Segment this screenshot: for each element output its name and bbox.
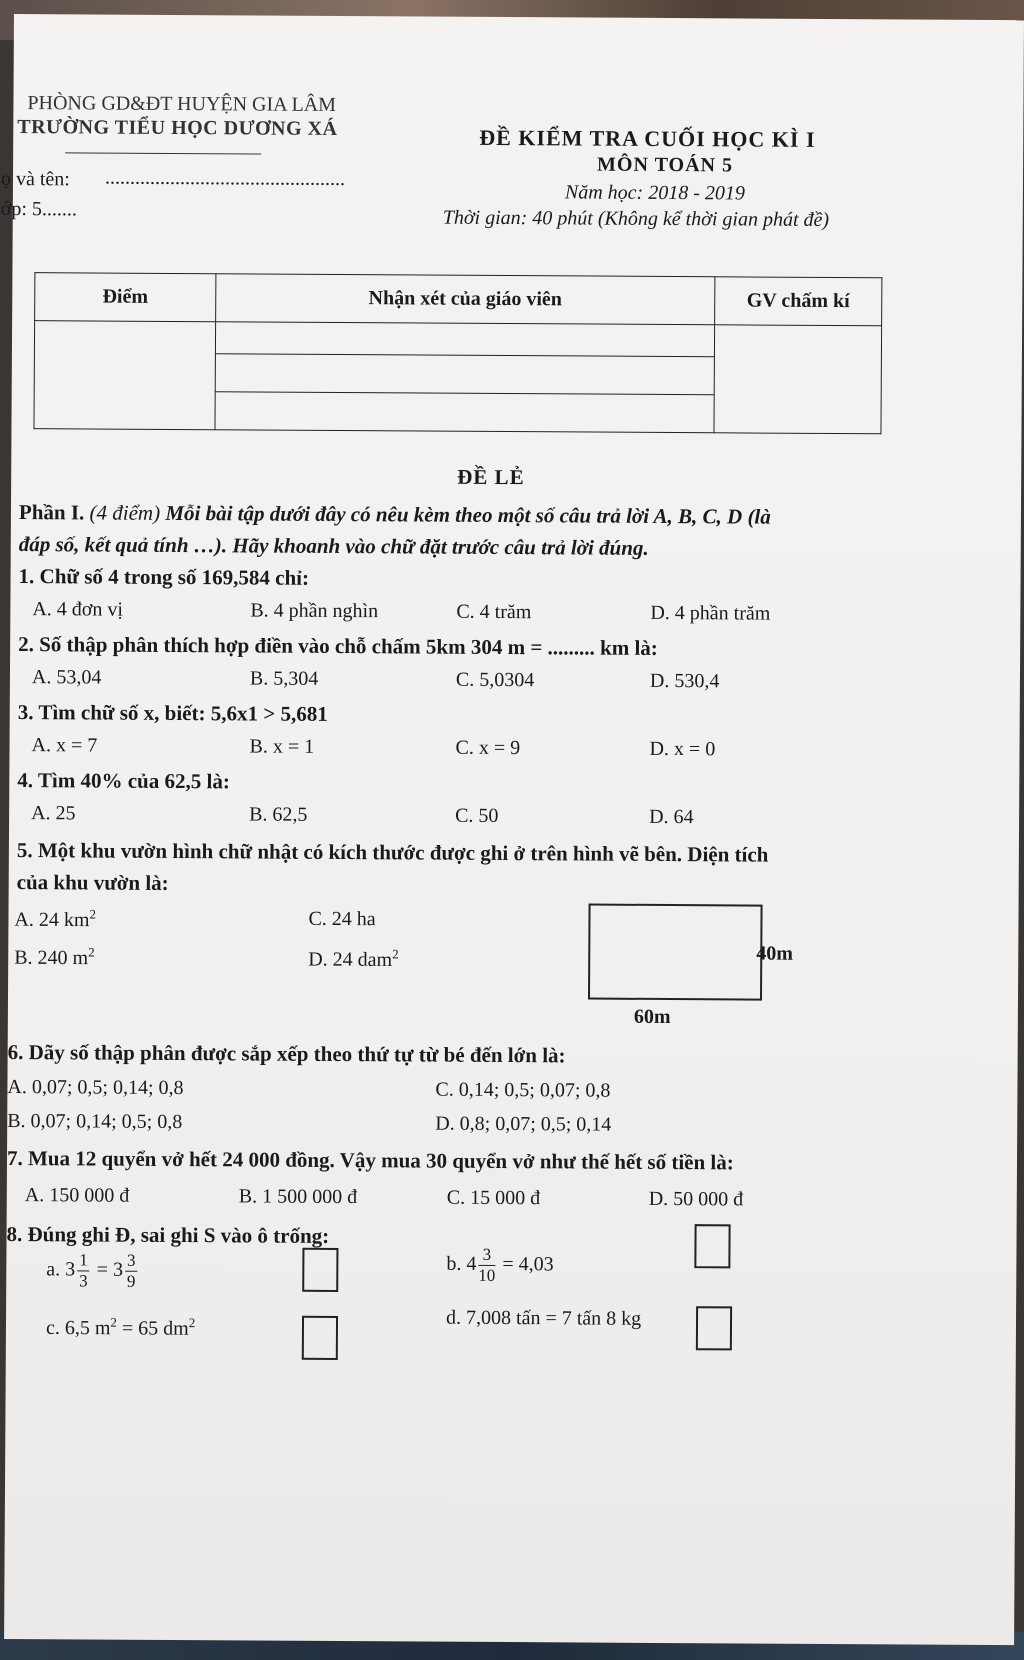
q8-c-label: c. (45, 1316, 60, 1339)
q8-b-label: b. (446, 1252, 462, 1275)
q8-item-b (446, 1245, 554, 1287)
department-name: PHÒNG GD&ĐT HUYỆN GIA LÂM (27, 92, 337, 116)
q6-text: 6. Dãy số thập phân được sắp xếp theo thứ tự từ bé đến lớn là: (7, 1039, 566, 1068)
q8-c-sup-2: 2 (188, 1315, 196, 1331)
q3-option-b[interactable]: B. x = 1 (249, 735, 315, 758)
q8-a-label: a. (46, 1258, 61, 1281)
q1-option-a[interactable]: A. 4 đơn vị (32, 598, 124, 621)
q8-b-rhs: = 4,03 (502, 1253, 554, 1276)
q8-c-lhs: 6,5 m (64, 1316, 111, 1340)
part1-instruction-1 (19, 500, 771, 530)
q8-item-d (446, 1307, 641, 1331)
q8-a-num-1: 1 (77, 1250, 90, 1271)
q5-text-2: của khu vườn là: (16, 870, 169, 895)
exam-code: ĐỀ LẺ (457, 464, 525, 490)
garden-bottom-label: 60m (633, 1005, 671, 1029)
q5-text-1: 5. Một khu vườn hình chữ nhật có kích thước được ghi ở trên hình vẽ bên. Diện tích (16, 838, 769, 867)
name-field-dots: ................................................ (104, 166, 346, 191)
q3-option-d[interactable]: D. x = 0 (649, 737, 716, 761)
q5-option-b[interactable] (14, 944, 95, 970)
q8-b-num: 3 (478, 1245, 495, 1266)
q3-text: 3. Tìm chữ số x, biết: 5,6x1 > 5,681 (17, 700, 328, 726)
q4-text: 4. Tìm 40% của 62,5 là: (17, 768, 230, 794)
comment-line-3[interactable] (215, 392, 714, 433)
q1-option-c[interactable]: C. 4 trăm (456, 600, 532, 624)
q5-option-b-text: B. 240 m (14, 946, 89, 970)
q8-b-den: 10 (478, 1265, 496, 1285)
garden-side-label: 40m (756, 942, 794, 965)
q8-d-text: 7,008 tấn = 7 tấn 8 kg (465, 1306, 642, 1330)
part1-points: (4 điểm) (89, 500, 161, 525)
q4-option-b[interactable]: B. 62,5 (249, 803, 308, 826)
score-header: Điểm (35, 273, 216, 322)
q8-item-c (46, 1314, 195, 1341)
q8-a-whole-1: 3 (65, 1258, 76, 1281)
q8-d-answer-box[interactable] (696, 1306, 732, 1350)
q8-a-num-2: 3 (125, 1251, 138, 1272)
q4-option-a[interactable]: A. 25 (31, 802, 76, 825)
q7-option-c[interactable]: C. 15 000 đ (446, 1186, 541, 1210)
q2-option-c[interactable]: C. 5,0304 (455, 668, 535, 692)
q7-option-d[interactable]: D. 50 000 đ (648, 1187, 744, 1211)
q2-option-b[interactable]: B. 5,304 (249, 667, 319, 690)
q6-option-b[interactable]: B. 0,07; 0,14; 0,5; 0,8 (7, 1109, 183, 1134)
q8-c-rhs: = 65 dm (116, 1317, 189, 1340)
part1-instruction-2: đáp số, kết quả tính …). Hãy khoanh vào chữ đặt trước câu trả lời đúng. (18, 532, 649, 560)
exam-title: ĐỀ KIỂM TRA CUỐI HỌC KÌ I (479, 124, 816, 152)
q8-a-whole-2: 3 (112, 1258, 124, 1281)
name-field-label: ọ và tên: (0, 167, 70, 191)
q6-option-c[interactable]: C. 0,14; 0,5; 0,07; 0,8 (435, 1078, 611, 1102)
q7-option-b[interactable]: B. 1 500 000 đ (238, 1185, 358, 1209)
class-field-label: ớp: 5....... (0, 197, 78, 221)
q4-option-d[interactable]: D. 64 (649, 805, 694, 829)
comment-header: Nhận xét của giáo viên (216, 274, 715, 325)
q4-option-c[interactable]: C. 50 (455, 804, 499, 827)
q2-text: 2. Số thập phân thích hợp điền vào chỗ chấm 5km 304 m = ......... km là: (18, 632, 658, 660)
q8-a-den-1: 3 (79, 1271, 88, 1291)
comment-line-1[interactable] (215, 322, 714, 357)
q2-option-d[interactable]: D. 530,4 (649, 669, 720, 693)
signature-header: GV chấm kí (715, 277, 882, 326)
q8-b-fraction (478, 1245, 495, 1286)
school-underline (65, 152, 261, 154)
q1-option-b[interactable]: B. 4 phần nghìn (250, 599, 379, 623)
q3-option-a[interactable]: A. x = 7 (31, 734, 98, 757)
q8-a-answer-box[interactable] (302, 1248, 338, 1292)
garden-rectangle (588, 904, 763, 1001)
q5-option-c[interactable]: C. 24 ha (308, 907, 376, 931)
q1-option-d[interactable]: D. 4 phần trăm (650, 601, 771, 625)
q5-option-d[interactable] (308, 946, 399, 972)
q5-option-d-sup: 2 (392, 946, 399, 962)
q1-text: 1. Chữ số 4 trong số 169,584 chỉ: (18, 564, 310, 590)
comment-line-2[interactable] (215, 354, 714, 395)
signature-cell[interactable] (714, 325, 882, 434)
q5-option-d-text: D. 24 dam (308, 948, 393, 971)
school-year: Năm học: 2018 - 2019 (564, 181, 745, 205)
q5-option-a[interactable] (14, 906, 96, 932)
q6-option-d[interactable]: D. 0,8; 0,07; 0,5; 0,14 (435, 1112, 612, 1136)
q3-option-c[interactable]: C. x = 9 (455, 736, 521, 760)
q8-a-fraction-2 (125, 1251, 138, 1292)
q8-text: 8. Đúng ghi Đ, sai ghi S vào ô trống: (6, 1221, 330, 1248)
q8-c-sup-1: 2 (110, 1314, 118, 1330)
subject-title: MÔN TOÁN 5 (597, 153, 734, 177)
exam-paper (0, 14, 1024, 1645)
part1-text-1: Mỗi bài tập dưới đây có nêu kèm theo một số câu trả lời A, B, C, D (là (165, 500, 771, 529)
q8-b-answer-box[interactable] (694, 1224, 730, 1268)
q7-option-a[interactable]: A. 150 000 đ (24, 1184, 130, 1207)
q8-d-label: d. (445, 1306, 462, 1329)
q8-item-a (46, 1250, 139, 1292)
score-table (33, 272, 882, 434)
q5-option-a-text: A. 24 km (14, 908, 90, 932)
q5-option-a-sup: 2 (89, 906, 97, 922)
part1-label: Phần I. (18, 500, 85, 525)
q8-c-answer-box[interactable] (302, 1316, 338, 1360)
q6-option-a[interactable]: A. 0,07; 0,5; 0,14; 0,8 (7, 1075, 184, 1100)
score-cell[interactable] (34, 321, 216, 430)
q2-option-a[interactable]: A. 53,04 (31, 666, 102, 689)
school-name: TRƯỜNG TIỂU HỌC DƯƠNG XÁ (17, 116, 338, 140)
q8-b-whole: 4 (466, 1252, 477, 1275)
q8-a-fraction-1 (77, 1250, 90, 1291)
q8-a-den-2: 9 (126, 1271, 136, 1291)
q5-option-b-sup: 2 (88, 944, 95, 960)
exam-duration: Thời gian: 40 phút (Không kể thời gian phát đề) (442, 206, 830, 231)
q7-text: 7. Mua 12 quyển vở hết 24 000 đồng. Vậy mua 30 quyển vở như thế hết số tiền là: (6, 1145, 734, 1175)
q8-a-equals: = (96, 1258, 109, 1281)
